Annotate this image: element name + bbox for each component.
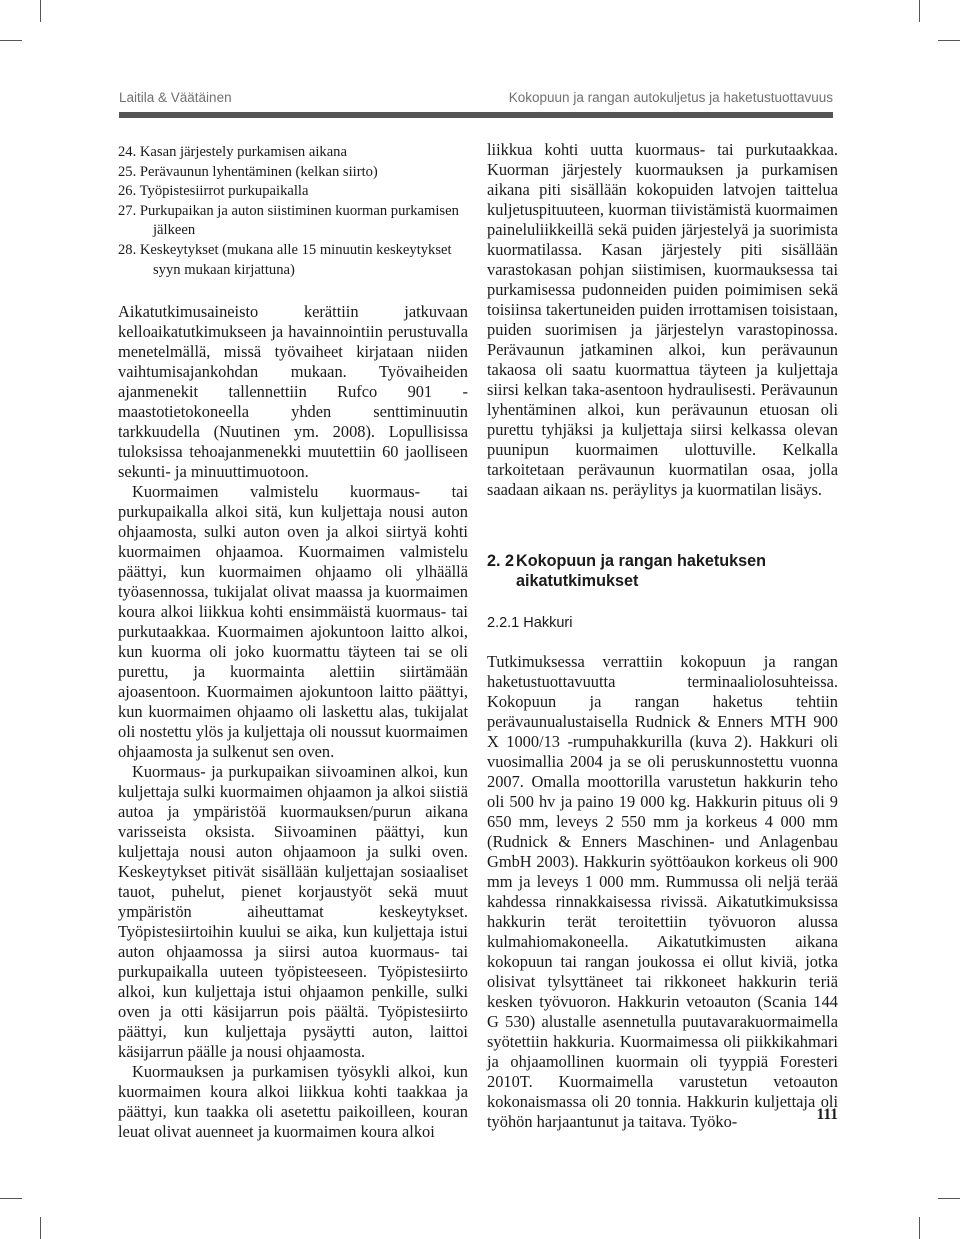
- body-paragraph: Kuormaimen valmistelu kuormaus- tai purkupaikalla alkoi sitä, kun kuljettaja nousi auton ohjaamosta, sulki auton oven ja alkoi siirtyä kohti kuormaimen ohjaamoa. Kuormaimen valmistelu päättyi, kun kuormaimen ohjaamo oli ylhäällä työasennossa, tukijalat olivat maassa ja kuormaimen koura alkoi liikkua kohti ensimmäistä kuormaus- tai purkutaakkaa. Kuormaimen ajokuntoon laitto alkoi, kun kuorma oli joko kuormattu täyteen tai se oli purettu, ja kuormainta alettiin siirtämään ajoasentoon. Kuormaimen ajokuntoon laitto päättyi, kun kuormaimen ohjaamo oli laskettu alas, tukijalat oli nostettu ylös ja kuljettaja oli noussut kuormaimen ohjaamosta ja sulkenut sen oven.: [118, 482, 468, 762]
- left-column: [118, 140, 468, 1142]
- list-item: 24. Kasan järjestely purkamisen aikana: [118, 144, 347, 160]
- list-item: 26. Työpistesiirrot purkupaikalla: [118, 183, 309, 200]
- crop-mark-top-left: [0, 0, 22, 22]
- crop-mark-top-right: [938, 0, 960, 22]
- work-phase-list: [118, 143, 468, 280]
- header-rule: [119, 112, 833, 118]
- body-paragraph: Tutkimuksessa verrattiin kokopuun ja rangan haketustuottavuutta terminaaliolosuhteissa. Kokopuun ja rangan haketus tehtiin perävaunualustaisella Rudnick & Enners MTH 900 X 1000/13 -rumpuhakkurilla (kuva 2). Hakkuri oli vuosimallia 2004 ja se oli peruskunnostettu vuonna 2007. Omalla moottorilla varustetun hakkurin teho oli 500 hv ja paino 19 000 kg. Hakkurin pituus oli 9 650 mm, leveys 2 550 mm ja korkeus 4 000 mm (Rudnick & Enners Maschinen- und Anlagenbau GmbH 2003). Hakkurin syöttöaukon korkeus oli 900 mm ja leveys 1 000 mm. Rummussa oli neljä terää kahdessa rinnakkaisessa rivissä. Aikatutkimuksissa hakkurin terät teroitettiin työvuoron alussa kulmahiomakoneella. Aikatutkimusten aikana kokopuun tai rangan joukossa ei ollut kiviä, jotka olisivat tylsyttäneet tai rikkoneet hakkurin teriä kesken työvuoron. Hakkurin vetoauton (Scania 144 G 530) alustalle asennetulla puutavarakuormaimella syötettiin hakkuria. Kuormaimessa oli piikkikahmari ja ohjaamollinen kuormain oli tyyppiä Foresteri 2010T. Kuormaimella varustetun vetoauton kokonaismassa oli 20 tonnia. Hakkurin kuljettaja oli työhön harjaantunut ja taitava. Työko-: [487, 652, 838, 1131]
- list-item: 25. Perävaunun lyhentäminen (kelkan siirto): [118, 163, 378, 180]
- body-paragraph: Kuormaus- ja purkupaikan siivoaminen alkoi, kun kuljettaja sulki kuormaimen ohjaamon ja alkoi siistiä autoa ja ympäristöä kuormauksen/purun aikana varisseista oksista. Siivoaminen päättyi, kun kuljettaja nousi auton ohjaamoon ja sulki oven. Keskeytykset pitivät sisällään kuljettajan sosiaaliset tauot, puhelut, pienet korjaustyöt sekä muut ympäristön aiheuttamat keskeytykset. Työpistesiirtoihin kuului se aika, kun kuljettaja istui auton ohjaamossa ja siirsi autoa kuormaus- tai purkupaikalla uuteen työpisteeseen. Työpistesiirto alkoi, kun kuljettaja istui ohjaamon penkille, sulki oven ja otti käsijarrun pois päältä. Työpistesiirto päättyi, kun kuljettaja pysäytti auton, laittoi käsijarrun päälle ja nousi ohjaamosta.: [118, 762, 468, 1062]
- right-column: [487, 140, 838, 1132]
- subsection-heading: 2.2.1 Hakkuri: [487, 615, 573, 631]
- section-title: Kokopuun ja rangan haketuksen aikatutkimukset: [516, 552, 767, 590]
- header-authors: Laitila & Väätäinen: [119, 90, 232, 105]
- section-heading: [487, 551, 838, 591]
- list-item: 28. Keskeytykset (mukana alle 15 minuutin keskeytykset syyn mukaan kirjattuna): [118, 241, 452, 278]
- list-item: 27. Purkupaikan ja auton siistiminen kuorman purkamisen jälkeen: [118, 202, 459, 239]
- page-number: 111: [816, 1106, 838, 1123]
- header-title: Kokopuun ja rangan autokuljetus ja haketustuottavuus: [508, 90, 833, 105]
- continuation-paragraph: liikkua kohti uutta kuormaus- tai purkutaakkaa. Kuorman järjestely kuormauksen ja purkamisen aikana piti sisällään kokopuiden latvojen taittelua kuljetuspituuteen, kuorman tiivistämistä kuormaimen paineluliikkeillä sekä puiden järjestelyä ja suorimista kuormatilassa. Kasan järjestely piti sisällään varastokasan pohjan siistimisen, kuormauksessa tai purkamisessa pudonneiden puiden poimimisen sekä toisiinsa takertuneiden puiden irrottamisen toisistaan, puiden suorimisen ja järjestelyn varastopinossa. Perävaunun jatkaminen alkoi, kun perävaunun takaosa oli saatu kuormattua täyteen ja kuljettaja siirsi kelkan taka-asentoon hydraulisesti. Perävaunun lyhentäminen alkoi, kun perävaunun etuosan oli purettu tyhjäksi ja kuljettaja siirsi kelkassa olevan puunipun kuormaimen ulottuville. Kelkalla tarkoitetaan perävaunun kuormatilan osaa, jolla saadaan aikaan ns. peräylitys ja kuormatilan lisäys.: [487, 140, 838, 499]
- crop-mark-bottom-left: [0, 1217, 22, 1239]
- crop-mark-bottom-right: [938, 1217, 960, 1239]
- section-number: 2. 2: [487, 552, 515, 570]
- body-paragraph: Aikatutkimusaineisto kerättiin jatkuvaan kelloaikatutkimukseen ja havainnointiin perustuvalla menetelmällä, missä työvaiheet kirjataan niiden vaihtumisajankohdan mukaan. Työvaiheiden ajanmenekit tallennettiin Rufco 901 -maastotietokoneella yhden senttiminuutin tarkkuudella (Nuutinen ym. 2008). Lopullisissa tuloksissa tehoajanmenekki muutettiin 60 jaolliseen sekunti- ja minuuttimuotoon.: [118, 302, 468, 482]
- body-paragraph: Kuormauksen ja purkamisen työsykli alkoi, kun kuormaimen koura alkoi liikkua kohti taakkaa ja päättyi, kun taakka oli asetettu paikoilleen, kouran leuat olivat auenneet ja kuormaimen koura alkoi: [118, 1062, 468, 1142]
